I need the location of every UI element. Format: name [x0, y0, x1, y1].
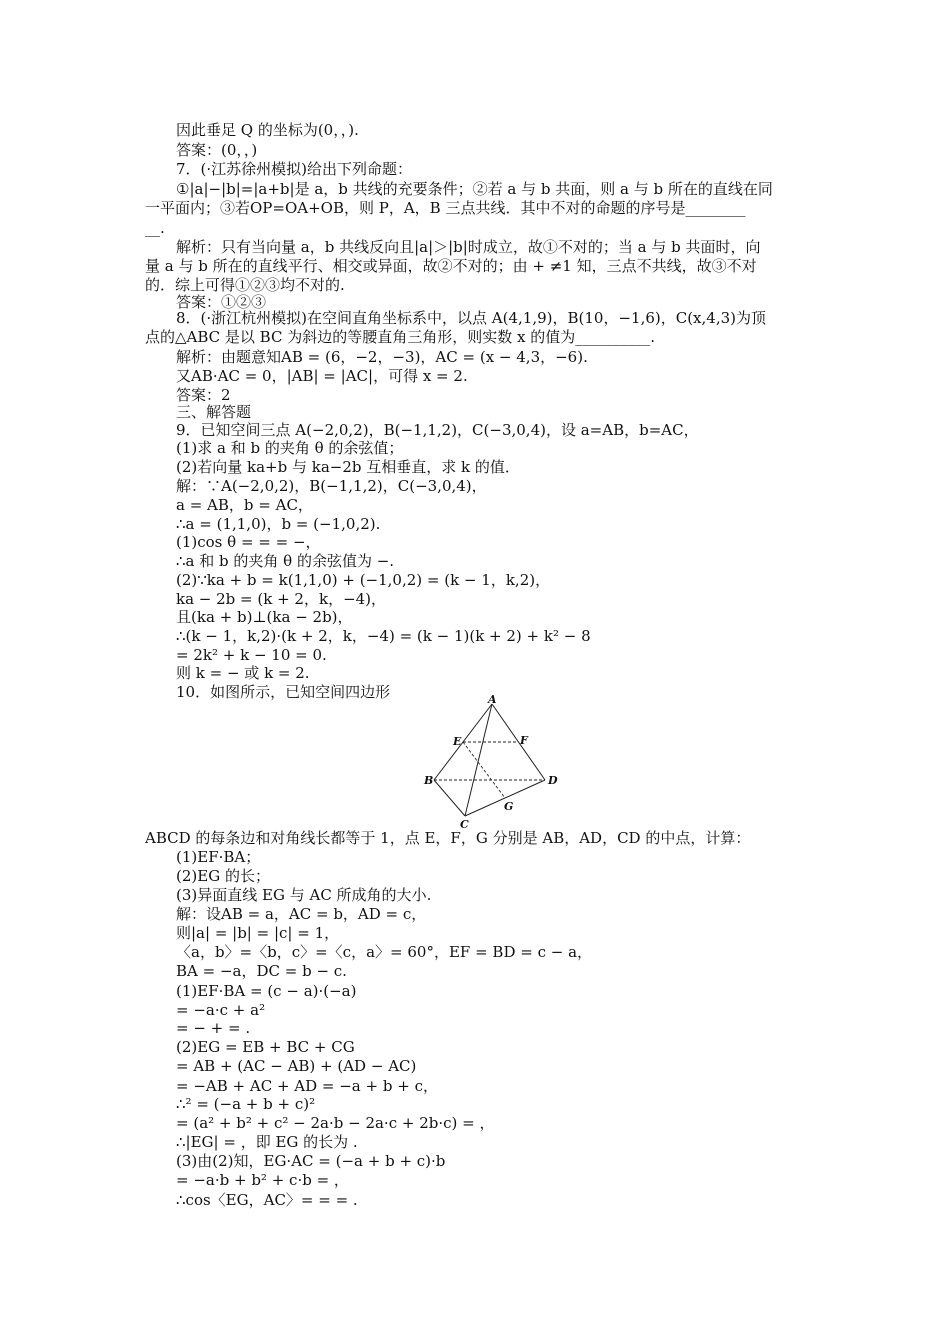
text-line: 答案：2 [176, 386, 231, 404]
edge-ac [465, 704, 492, 816]
text-line: 则 k = − 或 k = 2. [176, 664, 310, 682]
text-line: (3)由(2)知，EG·AC = (−a + b + c)·b [176, 1152, 446, 1170]
text-line: ka − 2b = (k + 2，k，−4)， [176, 590, 387, 608]
text-line: 的．综上可得①②③均不对的. [145, 276, 345, 294]
vertex-label: D [548, 774, 558, 787]
text-line: = −a·c + a² [176, 1001, 266, 1019]
text-line: = − + = . [176, 1019, 251, 1037]
text-line: (1)EF·BA； [176, 848, 261, 866]
text-line: ∴(k − 1，k,2)·(k + 2，k，−4) = (k − 1)(k + 2) + k² − 8 [176, 627, 591, 645]
text-line: 解：∵A(−2,0,2)，B(−1,1,2)，C(−3,0,4)， [176, 477, 487, 495]
text-line: 三、解答题 [176, 403, 252, 421]
text-line: 解析：由题意知AB = (6，−2，−3)，AC = (x − 4,3，−6). [176, 348, 588, 366]
text-line: (2)∵ka + b = k(1,1,0) + (−1,0,2) = (k − 1，k,2)， [176, 571, 551, 589]
text-line: = (a² + b² + c² − 2a·b − 2a·c + 2b·c) = ， [176, 1114, 495, 1132]
text-line: ∴|EG| = ，即 EG 的长为 . [176, 1133, 358, 1151]
vertex-label: E [453, 735, 462, 748]
text-line: 因此垂足 Q 的坐标为(0，，). [176, 121, 359, 139]
text-line: (1)cos θ = = = −， [176, 533, 321, 551]
text-line: 〈a，b〉=〈b，c〉=〈c，a〉= 60°，EF = BD = c − a， [176, 943, 593, 961]
vertex-label: B [424, 774, 434, 787]
text-line: 点的△ABC 是以 BC 为斜边的等腰直角三角形，则实数 x 的值为__________. [145, 328, 655, 346]
tetrahedron-figure [420, 694, 570, 828]
text-line: 答案：①②③ [176, 293, 267, 311]
text-line: = AB + (AC − AB) + (AD − AC) [176, 1057, 417, 1075]
text-line: a = AB，b = AC， [176, 496, 313, 514]
text-line: 又AB·AC = 0，|AB| = |AC|，可得 x = 2. [176, 367, 468, 385]
text-line: = 2k² + k − 10 = 0. [176, 646, 327, 664]
text-line: (3)异面直线 EG 与 AC 所成角的大小. [176, 886, 432, 904]
text-line: 8．(·浙江杭州模拟)在空间直角坐标系中，以点 A(4,1,9)，B(10，−1,6)，C(x,4,3)为顶 [176, 309, 766, 327]
text-line: ∴² = (−a + b + c)² [176, 1095, 316, 1113]
text-line: (2)EG = EB + BC + CG [176, 1038, 355, 1056]
text-line: 一平面内；③若OP=OA+OB，则 P，A，B 三点共线．其中不对的命题的序号是________ [145, 199, 746, 217]
text-line: ①|a|−|b|=|a+b|是 a，b 共线的充要条件；②若 a 与 b 共面，则 a 与 b 所在的直线在同 [176, 180, 773, 198]
text-line: 且(ka + b)⊥(ka − 2b)， [176, 608, 353, 626]
text-line: = −AB + AC + AD = −a + b + c， [176, 1077, 438, 1095]
text-line: 解析：只有当向量 a，b 共线反向且|a|＞|b|时成立，故①不对的；当 a 与 b 共面时，向 [176, 238, 761, 256]
text-line: ∴a 和 b 的夹角 θ 的余弦值为 −. [176, 552, 395, 570]
text-line: = −a·b + b² + c·b = ， [176, 1171, 349, 1189]
vertex-label: A [488, 694, 497, 706]
text-line: 答案：(0，，) [176, 141, 258, 159]
text-line: 9．已知空间三点 A(−2,0,2)，B(−1,1,2)，C(−3,0,4)，设 a=AB，b=AC， [176, 421, 699, 439]
text-line: (2)若向量 ka+b 与 ka−2b 互相垂直，求 k 的值． [176, 458, 520, 476]
text-line: 解：设AB = a，AC = b，AD = c， [176, 905, 427, 923]
text-line: 7．(·江苏徐州模拟)给出下列命题： [176, 160, 413, 178]
text-line: (2)EG 的长； [176, 867, 270, 885]
text-line: ∴a = (1,1,0)，b = (−1,0,2). [176, 515, 381, 533]
text-line: __. [145, 219, 165, 237]
text-line: ABCD 的每条边和对角线长都等于 1，点 E，F，G 分别是 AB，AD，CD 的中点，计算： [145, 829, 751, 847]
segment-eg [463, 742, 505, 798]
text-line: BA = −a，DC = b − c. [176, 962, 347, 980]
vertex-label: G [504, 800, 514, 813]
text-line: (1)求 a 和 b 的夹角 θ 的余弦值； [176, 439, 404, 457]
text-line: 10．如图所示，已知空间四边形 [176, 683, 391, 701]
vertex-label: F [520, 734, 528, 747]
text-line: 则|a| = |b| = |c| = 1， [176, 924, 340, 942]
text-line: ∴cos〈EG，AC〉= = = . [176, 1191, 358, 1209]
text-line: 量 a 与 b 所在的直线平行、相交或异面，故②不对的；由 + ≠1 知，三点不共线，故③不对 [145, 257, 757, 275]
vertex-label: C [460, 818, 469, 828]
text-line: (1)EF·BA = (c − a)·(−a) [176, 982, 357, 1000]
edge-bc [434, 780, 465, 816]
